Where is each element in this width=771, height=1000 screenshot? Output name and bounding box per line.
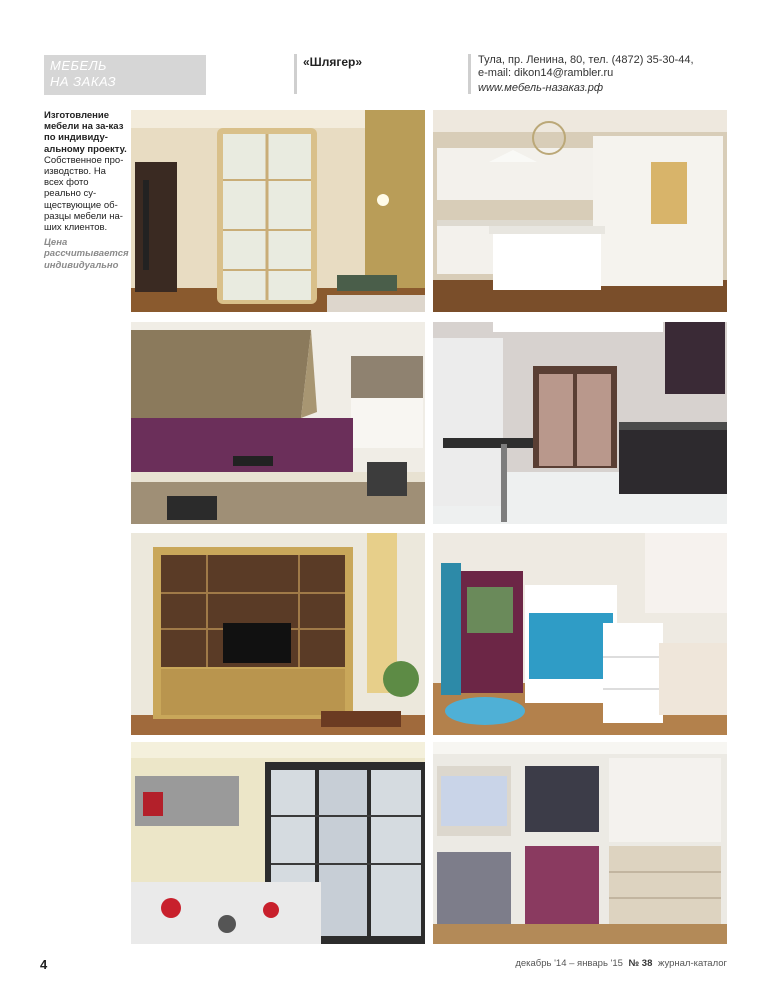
price-note: Цена рассчитывается индивидуально: [44, 237, 129, 271]
photo-wall-unit: [131, 533, 425, 735]
page-number: 4: [40, 957, 48, 972]
email-link[interactable]: e-mail: dikon14@rambler.ru: [478, 67, 614, 79]
issue-date: декабрь '14 – январь '15: [515, 958, 623, 969]
issue-number: № 38: [628, 958, 653, 969]
category-line-2: НА ЗАКАЗ: [50, 74, 117, 89]
photo-bedroom: [131, 742, 425, 944]
category-line-1: МЕБЕЛЬ: [50, 58, 108, 73]
intro-text: [44, 110, 128, 271]
intro-headline: Изготовление мебели на за-каз по индивиду-альному проекту.: [44, 110, 127, 155]
address: Тула, пр. Ленина, 80, тел. (4872) 35-30-44,: [478, 54, 694, 66]
website-link[interactable]: www.мебель-назаказ.рф: [478, 82, 604, 94]
photo-walk-in-closet: [433, 742, 727, 944]
publication-type: журнал-каталог: [658, 958, 727, 969]
photo-white-kitchen: [433, 110, 727, 312]
header-divider: [294, 54, 297, 94]
contacts-block: [478, 54, 694, 95]
company-name: «Шлягер»: [303, 55, 363, 69]
category-label: [44, 55, 206, 95]
photo-kids-room: [433, 533, 727, 735]
intro-body: Собственное про-изводство. На всех фото реально су-ществующие об-разцы мебели на-ших клиентов.: [44, 154, 124, 234]
header-divider: [468, 54, 471, 94]
photo-wardrobe-glass: [131, 110, 425, 312]
photo-dark-kitchen: [433, 322, 727, 524]
photo-beige-kitchen: [131, 322, 425, 524]
issue-info: [515, 958, 727, 969]
